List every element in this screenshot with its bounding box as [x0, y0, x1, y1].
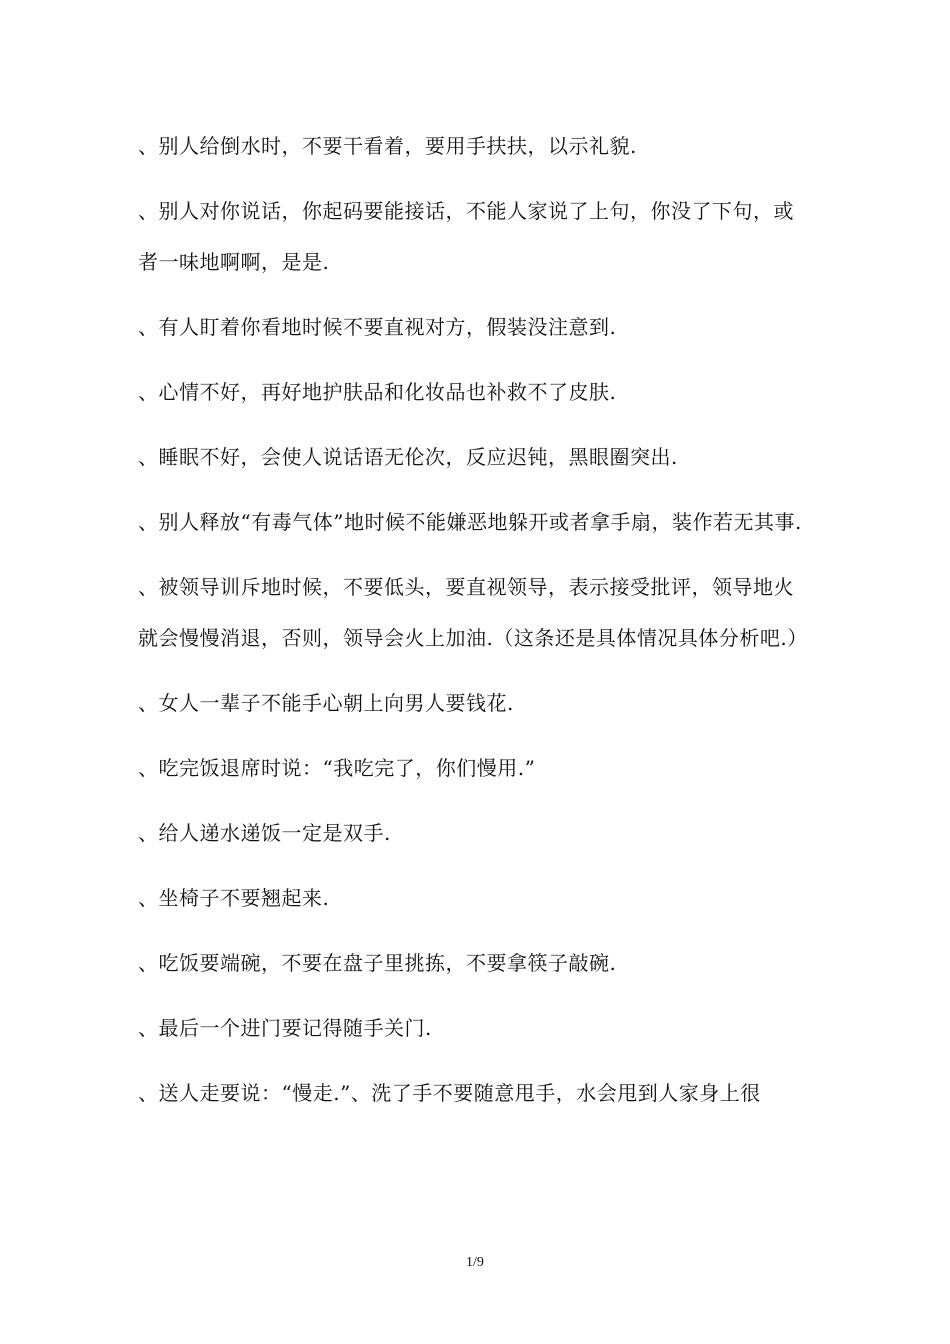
- paragraph-8: 、女人一辈子不能手心朝上向男人要钱花.: [138, 691, 514, 715]
- paragraph-3: 、有人盯着你看地时候不要直视对方，假装没注意到.: [138, 315, 617, 339]
- paragraph-4: 、心情不好，再好地护肤品和化妆品也补救不了皮肤.: [138, 380, 617, 404]
- page-number: 1/9: [466, 1255, 484, 1270]
- paragraph-13: 、最后一个进门要记得随手关门.: [138, 1016, 432, 1040]
- paragraph-5: 、睡眠不好，会使人说话语无伦次，反应迟钝，黑眼圈突出.: [138, 445, 678, 469]
- body-text: [138, 121, 814, 1133]
- paragraph-14: 、送人走要说：“慢走.”、洗了手不要随意甩手，水会甩到人家身上很: [138, 1081, 761, 1105]
- paragraph-7: 、被领导训斥地时候，不要低头，要直视领导，表示接受批评，领导地火就会慢慢消退，否则，领导会火上加油.（这条还是具体情况具体分析吧.）: [138, 575, 808, 650]
- paragraph-6: 、别人释放“有毒气体”地时候不能嫌恶地躲开或者拿手扇，装作若无其事.: [138, 510, 802, 534]
- paragraph-11: 、坐椅子不要翘起来.: [138, 886, 330, 910]
- paragraph-9: 、吃完饭退席时说：“我吃完了，你们慢用.”: [138, 756, 536, 780]
- paragraph-2: 、别人对你说话，你起码要能接话，不能人家说了上句，你没了下句，或者一味地啊啊，是是.: [138, 199, 794, 274]
- paragraph-10: 、给人递水递饭一定是双手.: [138, 821, 391, 845]
- paragraph-1: 、别人给倒水时，不要干看着，要用手扶扶，以示礼貌.: [138, 134, 637, 158]
- paragraph-12: 、吃饭要端碗，不要在盘子里挑拣，不要拿筷子敲碗.: [138, 951, 617, 975]
